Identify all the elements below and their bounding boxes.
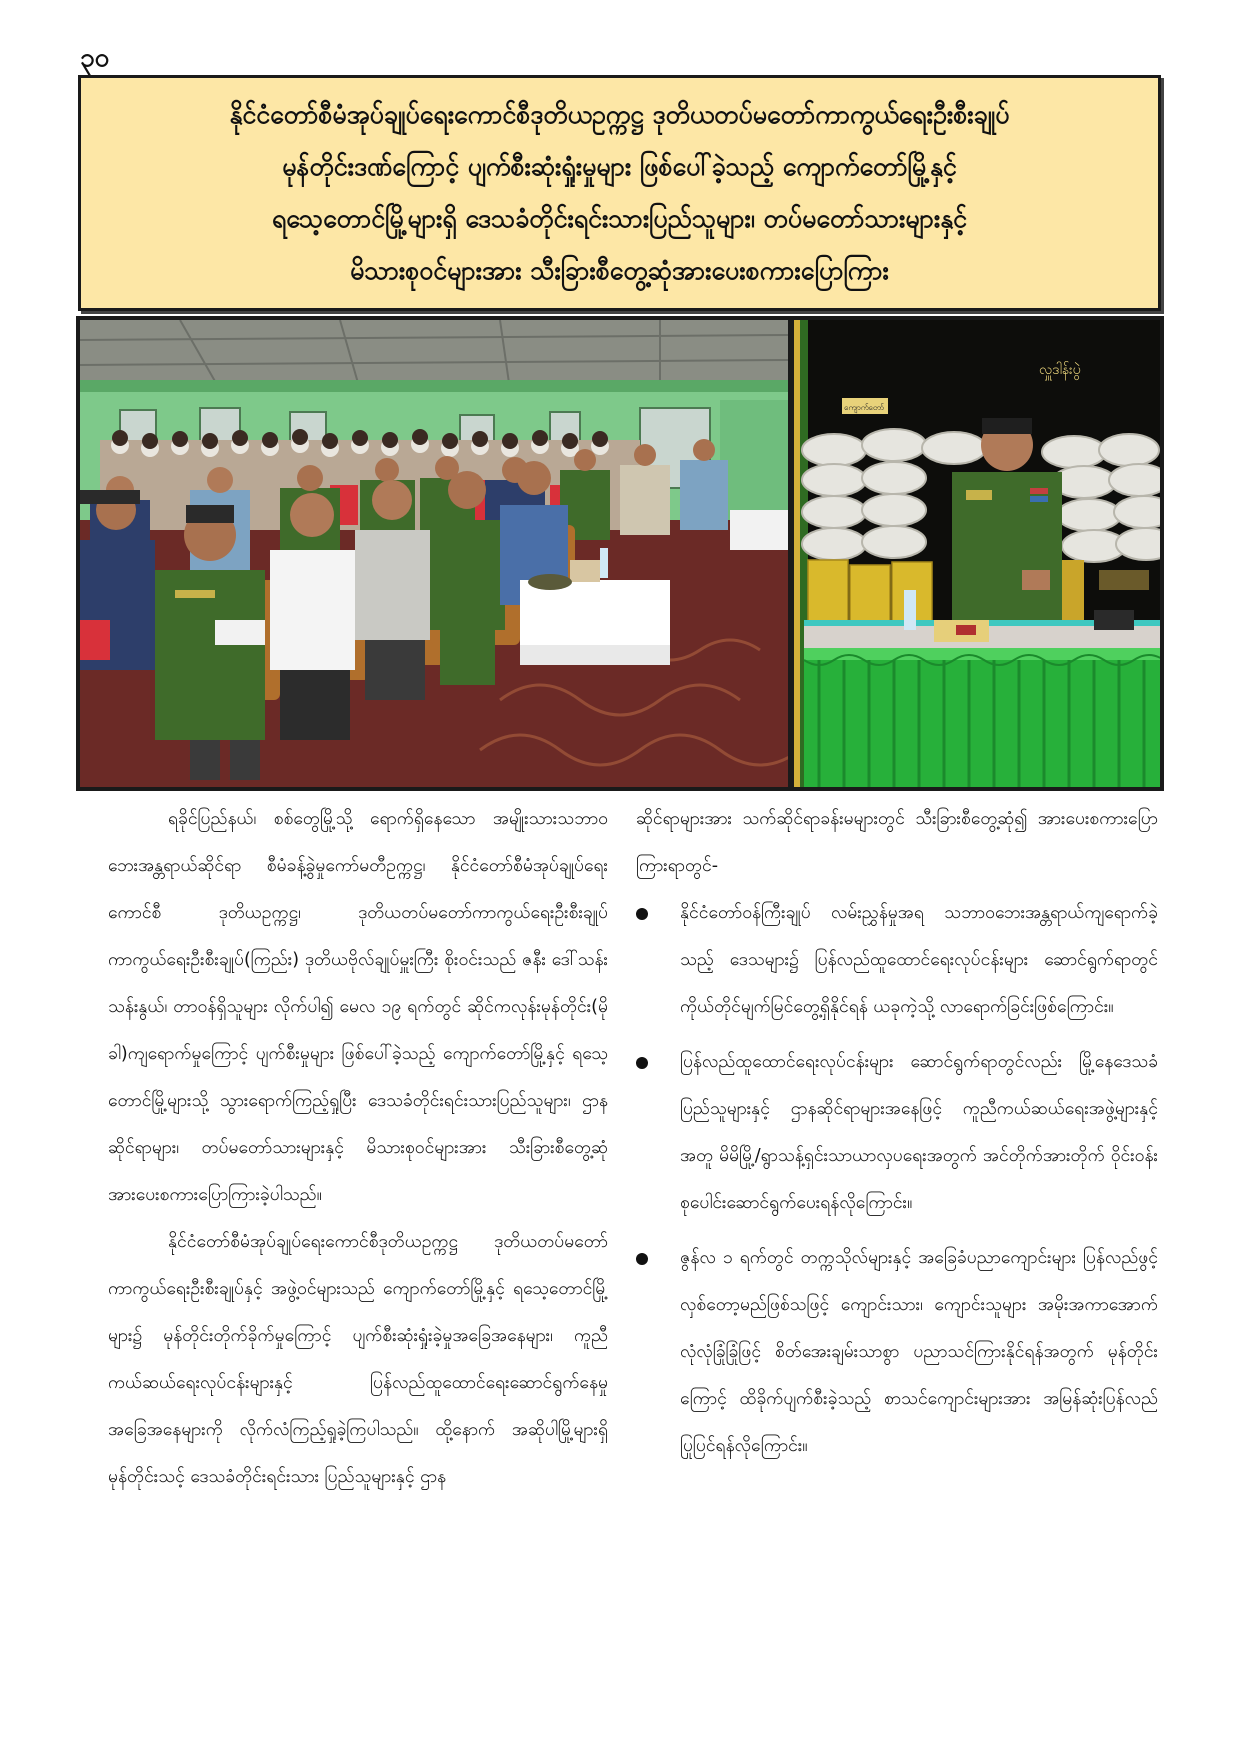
remarks-list [636,890,1158,1470]
banner-text: လှူဒါန်းပွဲ [1039,362,1081,378]
remark-text: ဇွန်လ ၁ ရက်တွင် တက္ကသိုလ်များနှင့် အခြေခံပညာကျောင်းများ ပြန်လည်ဖွင့်လှစ်တော့မည်ဖြစ်သဖြင့် ကျောင်းသား၊ ကျောင်းသူများ အမိုးအကာအောက် လုံလုံခြုံခြုံဖြင့် စိတ်အေးချမ်းသာစွာ ပညာသင်ကြားနိုင်ရန်အတွက် မုန်တိုင်းကြောင့် ထိခိုက်ပျက်စီးခဲ့သည့် စာသင်ကျောင်းများအား အမြန်ဆုံးပြန်လည်ပြုပြင်ရန်လိုကြောင်း။ [680,1248,1158,1456]
bullet-icon [636,1253,648,1265]
small-sign-text: ကျောက်တော် [844,403,884,412]
remark-item [636,1235,1158,1470]
headline-line-3: ရသေ့တောင်မြို့များရှိ ဒေသခံတိုင်းရင်းသားပြည်သူများ၊ တပ်မတော်သားများနှင့် [271,204,968,233]
remark-text: ပြန်လည်ထူထောင်ရေးလုပ်ငန်းများ ဆောင်ရွက်ရာတွင်လည်း မြို့နေဒေသခံပြည်သူများနှင့် ဌာနဆိုင်ရာများအနေဖြင့် ကူညီကယ်ဆယ်ရေးအဖွဲ့များနှင့်အတူ မိမိမြို့/ရွာသန့်ရှင်းသာယာလှပရေးအတွက် အင်တိုက်အားတိုက် ဝိုင်းဝန်းစုပေါင်းဆောင်ရွက်ပေးရန်လိုကြောင်း။ [680,1052,1158,1213]
photo-strip [76,316,1164,791]
article-intro-continuation: ဆိုင်ရာများအား သက်ဆိုင်ရာခန်းမများတွင် သီးခြားစီတွေ့ဆုံ၍ အားပေးစကားပြောကြားရာတွင်- [636,809,1158,876]
headline-box [78,75,1161,311]
speaker-photo [794,320,1160,787]
headline-line-1: နိုင်ငံတော်စီမံအုပ်ချုပ်ရေးကောင်စီဒုတိယဥက္ကဋ္ဌ ဒုတိယတပ်မတော်ကာကွယ်ရေးဦးစီးချုပ် [229,100,1010,129]
headline-line-4: မိသားစုဝင်များအား သီးခြားစီတွေ့ဆုံအားပေးစကားပြောကြား [350,256,889,285]
article-right-column [636,796,1158,1478]
page-number: ၃၀ [80,43,110,73]
article-paragraph-2: နိုင်ငံတော်စီမံအုပ်ချုပ်ရေးကောင်စီဒုတိယဥက္ကဋ္ဌ ဒုတိယတပ်မတော်ကာကွယ်ရေးဦးစီးချုပ်နှင့် အဖွဲ့ဝင်များသည် ကျောက်တော်မြို့နှင့် ရသေ့တောင်မြို့များ၌ မုန်တိုင်းတိုက်ခိုက်မှုကြောင့် ပျက်စီးဆုံးရှုံးခဲ့မှုအခြေအနေများ၊ ကူညီကယ်ဆယ်ရေးလုပ်ငန်းများနှင့် ပြန်လည်ထူထောင်ရေးဆောင်ရွက်နေမှုအခြေအနေများကို လိုက်လံကြည့်ရှုခဲ့ကြပါသည်။ ထို့နောက် အဆိုပါမြို့များရှိ မုန်တိုင်းသင့် ဒေသခံတိုင်းရင်းသား ပြည်သူများနှင့် ဌာန [108,1232,608,1487]
remark-item [636,1039,1158,1227]
remark-text: နိုင်ငံတော်ဝန်ကြီးချုပ် လမ်းညွှန်မှုအရ သဘာဝဘေးအန္တရာယ်ကျရောက်ခဲ့သည့် ဒေသများ၌ ပြန်လည်ထူထောင်ရေးလုပ်ငန်းများ ဆောင်ရွက်ရာတွင် ကိုယ်တိုင်မျက်မြင်တွေ့ရှိနိုင်ရန် ယခုကဲ့သို့ လာရောက်ခြင်းဖြစ်ကြောင်း။ [680,903,1158,1017]
audience-photo [80,320,788,787]
headline-line-2: မုန်တိုင်းဒဏ်ကြောင့် ပျက်စီးဆုံးရှုံးမှုများ ဖြစ်ပေါ်ခဲ့သည့် ကျောက်တော်မြို့နှင့် [282,152,957,181]
bullet-icon [636,1057,648,1069]
article-paragraph-1: ရခိုင်ပြည်နယ်၊ စစ်တွေမြို့သို့ ရောက်ရှိနေသော အမျိုးသားသဘာဝဘေးအန္တရာယ်ဆိုင်ရာ စီမံခန့်ခွဲမှုကော်မတီဥက္ကဋ္ဌ၊ နိုင်ငံတော်စီမံအုပ်ချုပ်ရေးကောင်စီ ဒုတိယဥက္ကဋ္ဌ၊ ဒုတိယတပ်မတော်ကာကွယ်ရေးဦးစီးချုပ် ကာကွယ်ရေးဦးစီးချုပ်(ကြည်း) ဒုတိယဗိုလ်ချုပ်မှူးကြီး စိုးဝင်းသည် ဇနီး ဒေါ်သန်းသန်းနွယ်၊ တာဝန်ရှိသူများ လိုက်ပါ၍ မေလ ၁၉ ရက်တွင် ဆိုင်ကလုန်းမုန်တိုင်း(မိုခါ)ကျရောက်မှုကြောင့် ပျက်စီးမှုများ ဖြစ်ပေါ်ခဲ့သည့် ကျောက်တော်မြို့နှင့် ရသေ့တောင်မြို့များသို့ သွားရောက်ကြည့်ရှုပြီး ဒေသခံတိုင်းရင်းသားပြည်သူများ၊ ဌာနဆိုင်ရာများ၊ တပ်မတော်သားများနှင့် မိသားစုဝင်များအား သီးခြားစီတွေ့ဆုံအားပေးစကားပြောကြားခဲ့ပါသည်။ [108,809,608,1205]
bullet-icon [636,908,648,920]
remark-item [636,890,1158,1031]
article-left-column [108,796,608,1501]
